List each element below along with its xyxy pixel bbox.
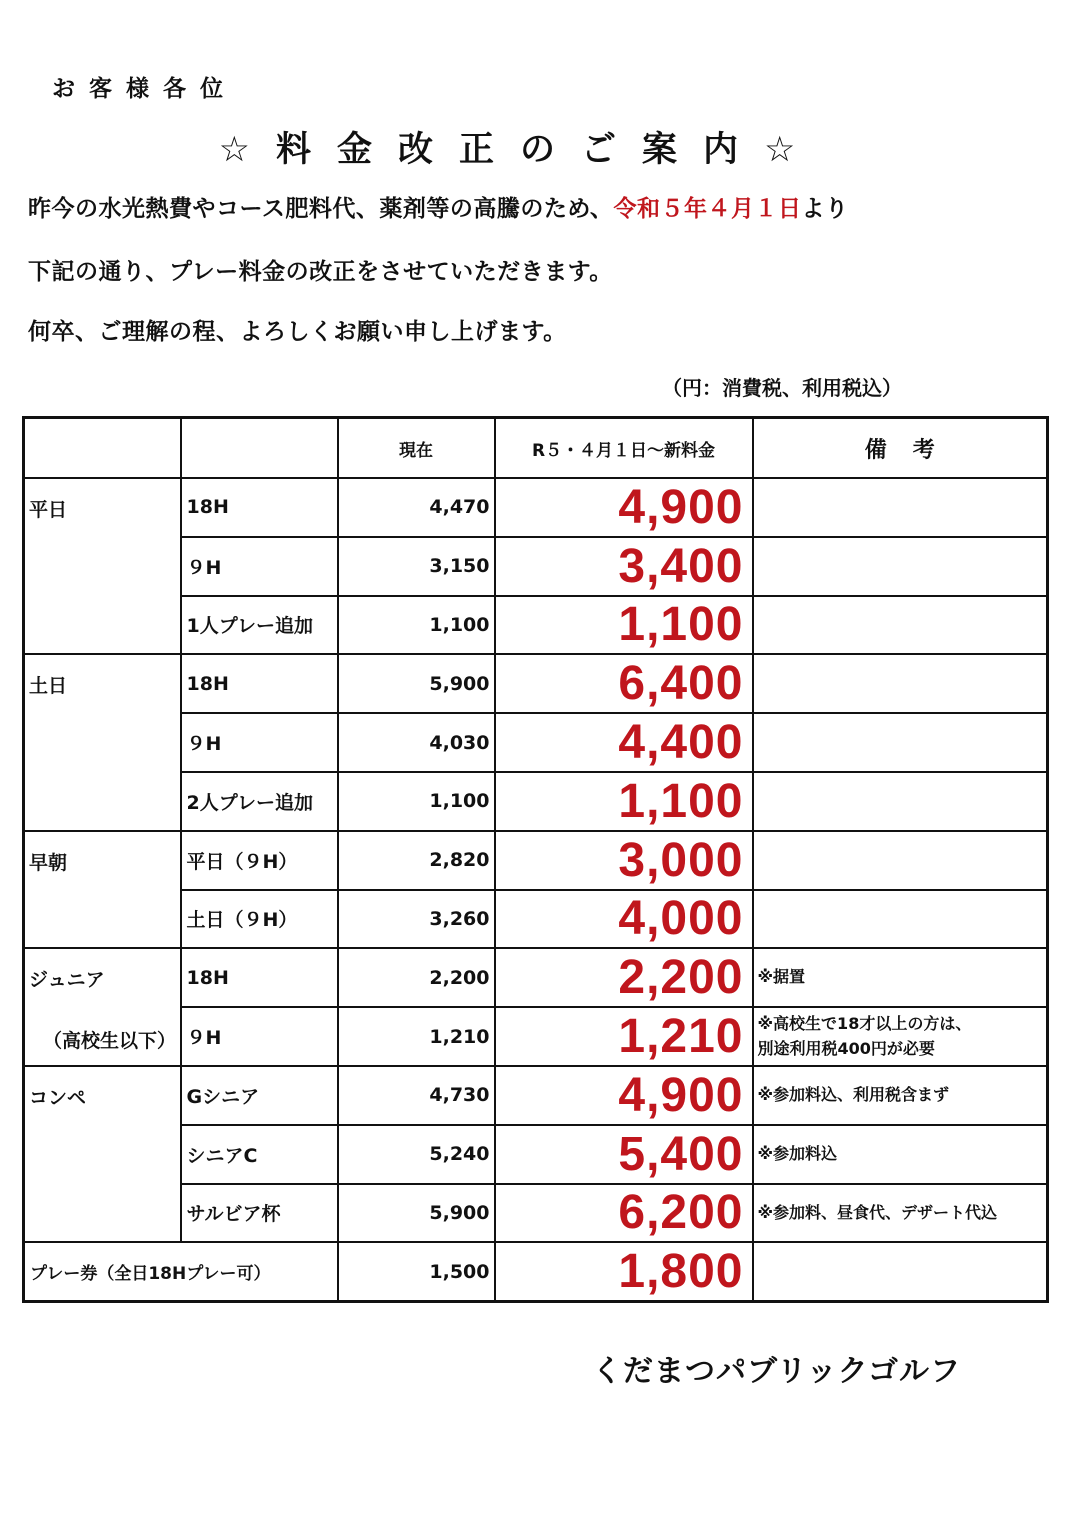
- current-fee-cell: 1,100: [338, 772, 495, 831]
- table-row: [24, 1242, 1048, 1301]
- remarks-cell: [753, 831, 1048, 890]
- item-cell: サルビア杯: [181, 1184, 338, 1243]
- current-fee-cell: 5,240: [338, 1125, 495, 1184]
- item-cell: 18H: [181, 478, 338, 537]
- current-fee-cell: 1,210: [338, 1007, 495, 1066]
- remarks-line-1: ※高校生で18才以上の方は、: [757, 1013, 972, 1033]
- remarks-cell: [753, 713, 1048, 772]
- remarks-cell: [753, 1007, 1048, 1066]
- intro-line-3: 何卒、ご理解の程、よろしくお願い申し上げます。: [28, 319, 567, 345]
- item-cell: シニアC: [181, 1125, 338, 1184]
- group-weekday: 平日: [24, 478, 181, 654]
- effective-date: 令和５年４月１日: [613, 196, 802, 222]
- item-cell: 18H: [181, 654, 338, 713]
- remarks-cell: ※参加料、昼食代、デザート代込: [753, 1184, 1048, 1243]
- current-fee-cell: 3,260: [338, 890, 495, 949]
- page-title: ☆料金改正のご案内☆: [218, 130, 822, 170]
- new-fee-cell: 1,100: [495, 772, 753, 831]
- current-fee-cell: 1,100: [338, 596, 495, 655]
- current-fee-cell: 5,900: [338, 1184, 495, 1243]
- current-fee-cell: 4,030: [338, 713, 495, 772]
- remarks-cell: [753, 596, 1048, 655]
- header-current: 現在: [338, 418, 495, 479]
- remarks-cell: [753, 772, 1048, 831]
- current-fee-cell: 2,200: [338, 948, 495, 1007]
- intro-line-1: [28, 190, 848, 223]
- item-cell: ９H: [181, 1007, 338, 1066]
- item-cell: Gシニア: [181, 1066, 338, 1125]
- new-fee-cell: 1,800: [495, 1242, 753, 1301]
- new-fee-cell: 3,400: [495, 537, 753, 596]
- item-cell: ９H: [181, 713, 338, 772]
- remarks-cell: ※参加料込、利用税含まず: [753, 1066, 1048, 1125]
- new-fee-cell: 4,900: [495, 478, 753, 537]
- current-fee-cell: 3,150: [338, 537, 495, 596]
- item-cell: 平日（９H）: [181, 831, 338, 890]
- new-fee-cell: 6,400: [495, 654, 753, 713]
- current-fee-cell: 4,730: [338, 1066, 495, 1125]
- remarks-cell: [753, 478, 1048, 537]
- remarks-cell: [753, 1242, 1048, 1301]
- current-fee-cell: 2,820: [338, 831, 495, 890]
- new-fee-cell: 6,200: [495, 1184, 753, 1243]
- header-new-fee: R５・４月１日～新料金: [495, 418, 753, 479]
- item-cell: 18H: [181, 948, 338, 1007]
- group-weekend: 土日: [24, 654, 181, 830]
- table-row: [24, 654, 1048, 713]
- item-cell: 土日（９H）: [181, 890, 338, 949]
- table-header-row: [24, 418, 1048, 479]
- footer-club-name: くだまつパブリックゴルフ: [592, 1354, 961, 1389]
- group-junior-label: ジュニア: [29, 969, 105, 992]
- remarks-cell: [753, 537, 1048, 596]
- new-fee-cell: 4,400: [495, 713, 753, 772]
- item-cell: ９H: [181, 537, 338, 596]
- group-early-morning: 早朝: [24, 831, 181, 949]
- table-row: [24, 478, 1048, 537]
- group-junior-sublabel: （高校生以下）: [43, 1030, 177, 1053]
- new-fee-cell: 2,200: [495, 948, 753, 1007]
- header-item: [181, 418, 338, 479]
- current-fee-cell: 4,470: [338, 478, 495, 537]
- item-cell: 1人プレー追加: [181, 596, 338, 655]
- group-competition: コンペ: [24, 1066, 181, 1242]
- remarks-cell: ※参加料込: [753, 1125, 1048, 1184]
- new-fee-cell: 5,400: [495, 1125, 753, 1184]
- new-fee-cell: 3,000: [495, 831, 753, 890]
- remarks-cell: [753, 890, 1048, 949]
- header-category: [24, 418, 181, 479]
- table-row: [24, 831, 1048, 890]
- remarks-cell: [753, 654, 1048, 713]
- new-fee-cell: 1,100: [495, 596, 753, 655]
- new-fee-cell: 1,210: [495, 1007, 753, 1066]
- intro-line-1-b: より: [801, 196, 849, 222]
- remarks-cell: ※据置: [753, 948, 1048, 1007]
- intro-line-1-a: 昨今の水光熱費やコース肥料代、薬剤等の高騰のため、: [28, 196, 614, 222]
- new-fee-cell: 4,000: [495, 890, 753, 949]
- item-cell-play-ticket: プレー券（全日18Hプレー可）: [24, 1242, 338, 1301]
- header-remarks: 備考: [753, 418, 1048, 479]
- table-row: [24, 948, 1048, 1007]
- group-junior: [24, 948, 181, 1066]
- salutation: お客様各位: [52, 76, 237, 102]
- new-fee-cell: 4,900: [495, 1066, 753, 1125]
- item-cell: 2人プレー追加: [181, 772, 338, 831]
- remarks-line-2: 別途利用税400円が必要: [757, 1038, 935, 1058]
- current-fee-cell: 1,500: [338, 1242, 495, 1301]
- fee-table: [22, 416, 1049, 1303]
- current-fee-cell: 5,900: [338, 654, 495, 713]
- unit-note: （円：消費税、利用税込）: [662, 376, 902, 400]
- intro-line-2: 下記の通り、プレー料金の改正をさせていただきます。: [28, 259, 613, 285]
- table-row: [24, 1066, 1048, 1125]
